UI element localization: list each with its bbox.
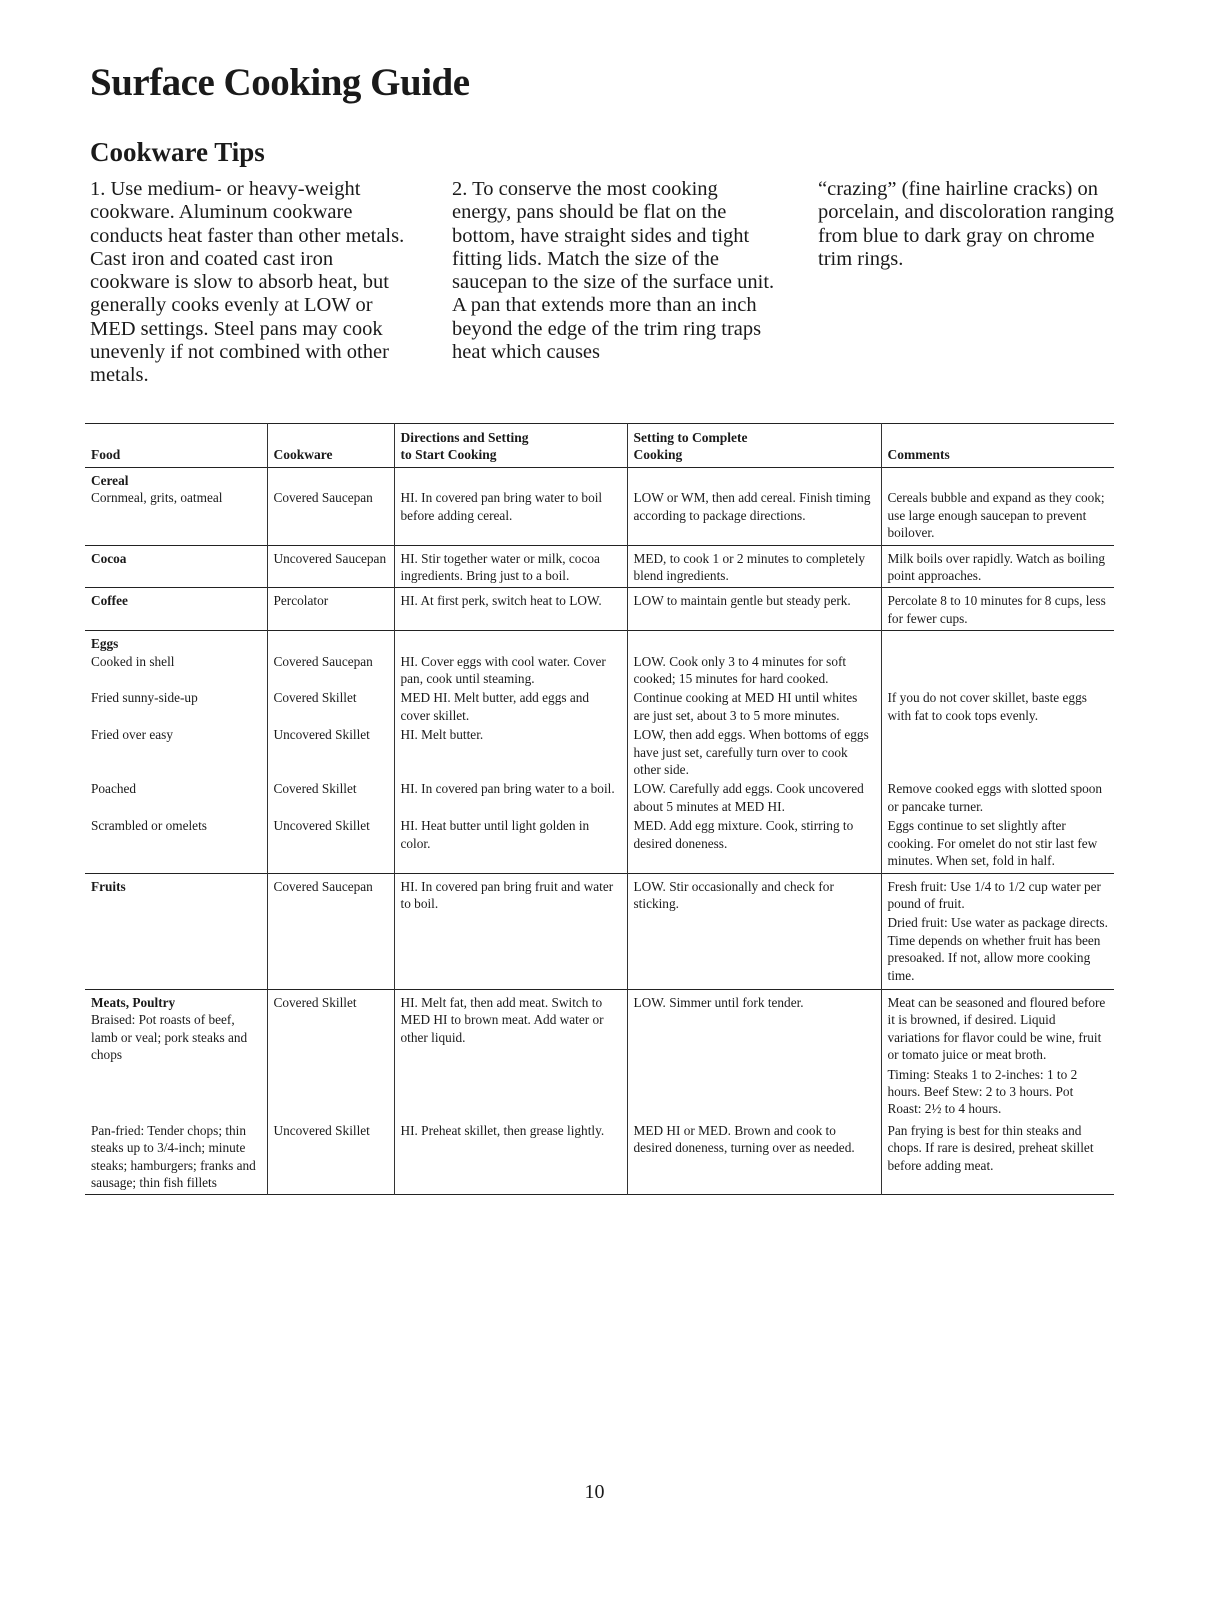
table-row [85, 545, 1114, 588]
cookware-cell: Percolator [267, 588, 394, 631]
start-cell: HI. In covered pan bring water to a boil. [394, 778, 627, 815]
complete-cell: LOW. Stir occasionally and check for sticking. [627, 873, 881, 989]
header-line: Cooking [633, 447, 683, 462]
food-cell [85, 989, 267, 1119]
header-line: Setting to Complete [633, 430, 748, 445]
comments-text: Timing: Steaks 1 to 2-inches: 1 to 2 hours. Beef Stew: 2 to 3 hours. Pot Roast: 2½ to 4 hours. [887, 1066, 1078, 1117]
cookware-cell [267, 631, 394, 688]
comments-cell: Pan frying is best for thin steaks and chops. If rare is desired, preheat skillet before adding meat. [881, 1120, 1114, 1195]
start-cell: HI. Heat butter until light golden in color. [394, 815, 627, 873]
cookware-text: Covered Saucepan [273, 653, 373, 669]
cookware-cell: Uncovered Skillet [267, 815, 394, 873]
start-cell [394, 468, 627, 546]
comments-cell: Percolate 8 to 10 minutes for 8 cups, less for fewer cups. [881, 588, 1114, 631]
header-line: Directions and Setting [400, 430, 529, 445]
complete-cell: LOW. Carefully add eggs. Cook uncovered about 5 minutes at MED HI. [627, 778, 881, 815]
food-cell [85, 631, 267, 688]
start-cell: HI. Melt butter. [394, 724, 627, 778]
food-name: Braised: Pot roasts of beef, lamb or veal; pork steaks and chops [91, 1012, 248, 1063]
table-row [85, 873, 1114, 989]
complete-cell: MED. Add egg mixture. Cook, stirring to desired doneness. [627, 815, 881, 873]
food-cell: Fried sunny-side-up [91, 690, 198, 706]
header-cookware: Cookware [267, 424, 394, 468]
food-cell: Poached [91, 781, 137, 797]
table-row [85, 687, 1114, 724]
food-group-label: Meats, Poultry [91, 994, 176, 1010]
start-cell: HI. Melt fat, then add meat. Switch to MED HI to brown meat. Add water or other liquid. [394, 989, 627, 1119]
section-heading-cookware-tips: Cookware Tips [90, 137, 265, 167]
comments-cell [881, 468, 1114, 546]
table-row [85, 989, 1114, 1119]
cookware-cell: Uncovered Saucepan [267, 545, 394, 588]
food-group-label: Cocoa [91, 550, 127, 566]
table-row [85, 588, 1114, 631]
food-cell: Scrambled or omelets [91, 818, 207, 834]
complete-text: LOW. Cook only 3 to 4 minutes for soft cooked; 15 minutes for hard cooked. [633, 653, 847, 687]
table-row [85, 1120, 1114, 1195]
start-cell: HI. At first perk, switch heat to LOW. [394, 588, 627, 631]
food-group-label: Coffee [91, 593, 128, 609]
header-start-setting [394, 424, 627, 468]
start-cell: HI. Stir together water or milk, cocoa ingredients. Bring just to a boil. [394, 545, 627, 588]
comments-cell [881, 631, 1114, 688]
complete-cell: MED HI or MED. Brown and cook to desired doneness, turning over as needed. [627, 1120, 881, 1195]
comments-cell [881, 873, 1114, 989]
cookware-cell [267, 468, 394, 546]
complete-cell: LOW. Simmer until fork tender. [627, 989, 881, 1119]
comments-text: Dried fruit: Use water as package directs. Time depends on whether fruit has been presoaked. If not, allow more cooking time. [887, 915, 1108, 983]
start-cell: MED HI. Melt butter, add eggs and cover skillet. [394, 687, 627, 724]
table-header-row [85, 424, 1114, 468]
cookware-cell: Uncovered Skillet [267, 724, 394, 778]
cookware-cell: Covered Skillet [267, 687, 394, 724]
cookware-cell: Uncovered Skillet [267, 1120, 394, 1195]
header-food: Food [91, 447, 121, 462]
tip-text: 1. Use medium- or heavy-weight cookware. Aluminum cookware conducts heat faster than other metals. Cast iron and coated cast iron cookware is slow to absorb heat, but generally cooks evenly at LOW or MED settings. Steel pans may cook unevenly if not combined with other metals. [90, 178, 405, 387]
food-group-label: Fruits [91, 878, 126, 894]
table-row [85, 631, 1114, 688]
cookware-cell: Covered Skillet [267, 989, 394, 1119]
table-row [85, 468, 1114, 546]
comments-text: Meat can be seasoned and floured before it is browned, if desired. Liquid variations for flavor could be wine, fruit or tomato juice or meat broth. [887, 994, 1106, 1063]
cookware-text: Covered Saucepan [273, 490, 373, 506]
food-name: Cornmeal, grits, oatmeal [91, 490, 223, 506]
comments-text: Cereals bubble and expand as they cook; use large enough saucepan to prevent boilover. [887, 490, 1105, 541]
cookware-tip-2-continued [818, 178, 1118, 271]
comments-cell [881, 989, 1114, 1119]
tip-text: “crazing” (fine hairline cracks) on porcelain, and discoloration ranging from blue to dark gray on chrome trim rings. [818, 178, 1115, 270]
tip-text: 2. To conserve the most cooking energy, pans should be flat on the bottom, have straight sides and tight fitting lids. Match the size of the saucepan to the size of the surface unit. A pan that extends more than an inch beyond the edge of the trim ring traps heat which causes [452, 178, 775, 364]
food-cell: Fried over easy [91, 727, 173, 743]
food-group-label: Cereal [91, 473, 129, 488]
food-cell [85, 588, 267, 631]
page-title: Surface Cooking Guide [90, 61, 470, 104]
comments-text: Fresh fruit: Use 1/4 to 1/2 cup water per pound of fruit. [887, 878, 1101, 911]
complete-cell [627, 468, 881, 546]
complete-cell: MED, to cook 1 or 2 minutes to completely blend ingredients. [627, 545, 881, 588]
complete-cell: LOW to maintain gentle but steady perk. [627, 588, 881, 631]
food-cell [85, 873, 267, 989]
start-cell: HI. In covered pan bring fruit and water to boil. [394, 873, 627, 989]
cookware-cell: Covered Saucepan [267, 873, 394, 989]
comments-cell: Eggs continue to set slightly after cooking. For omelet do not stir last few minutes. When set, fold in half. [881, 815, 1114, 873]
header-line: to Start Cooking [400, 447, 497, 462]
start-text: HI. Cover eggs with cool water. Cover pan, cook until steaming. [400, 653, 606, 687]
cookware-tip-2 [452, 178, 782, 364]
cookware-tip-1 [90, 178, 410, 388]
header-comments: Comments [881, 424, 1114, 468]
comments-cell [881, 724, 1114, 778]
comments-cell: If you do not cover skillet, baste eggs with fat to cook tops evenly. [881, 687, 1114, 724]
start-cell [394, 631, 627, 688]
table-row [85, 815, 1114, 873]
header-complete-setting [627, 424, 881, 468]
food-name: Cooked in shell [91, 653, 175, 669]
complete-text: LOW or WM, then add cereal. Finish timing according to package directions. [633, 490, 871, 523]
food-cell [85, 545, 267, 588]
start-text: HI. In covered pan bring water to boil before adding cereal. [400, 490, 603, 523]
comments-cell: Remove cooked eggs with slotted spoon or pancake turner. [881, 778, 1114, 815]
food-group-label: Eggs [91, 636, 119, 652]
page-number: 10 [584, 1481, 605, 1503]
table-row [85, 778, 1114, 815]
complete-cell: Continue cooking at MED HI until whites are just set, about 3 to 5 more minutes. [627, 687, 881, 724]
complete-cell [627, 631, 881, 688]
cookware-cell: Covered Skillet [267, 778, 394, 815]
start-cell: HI. Preheat skillet, then grease lightly. [394, 1120, 627, 1195]
comments-cell: Milk boils over rapidly. Watch as boiling point approaches. [881, 545, 1114, 588]
complete-cell: LOW, then add eggs. When bottoms of eggs have just set, carefully turn over to cook other side. [627, 724, 881, 778]
table-row [85, 724, 1114, 778]
surface-cooking-table [85, 423, 1114, 1195]
food-cell: Pan-fried: Tender chops; thin steaks up to 3/4-inch; minute steaks; hamburgers; franks and sausage; thin fish fillets [91, 1122, 256, 1190]
food-cell [85, 468, 267, 546]
